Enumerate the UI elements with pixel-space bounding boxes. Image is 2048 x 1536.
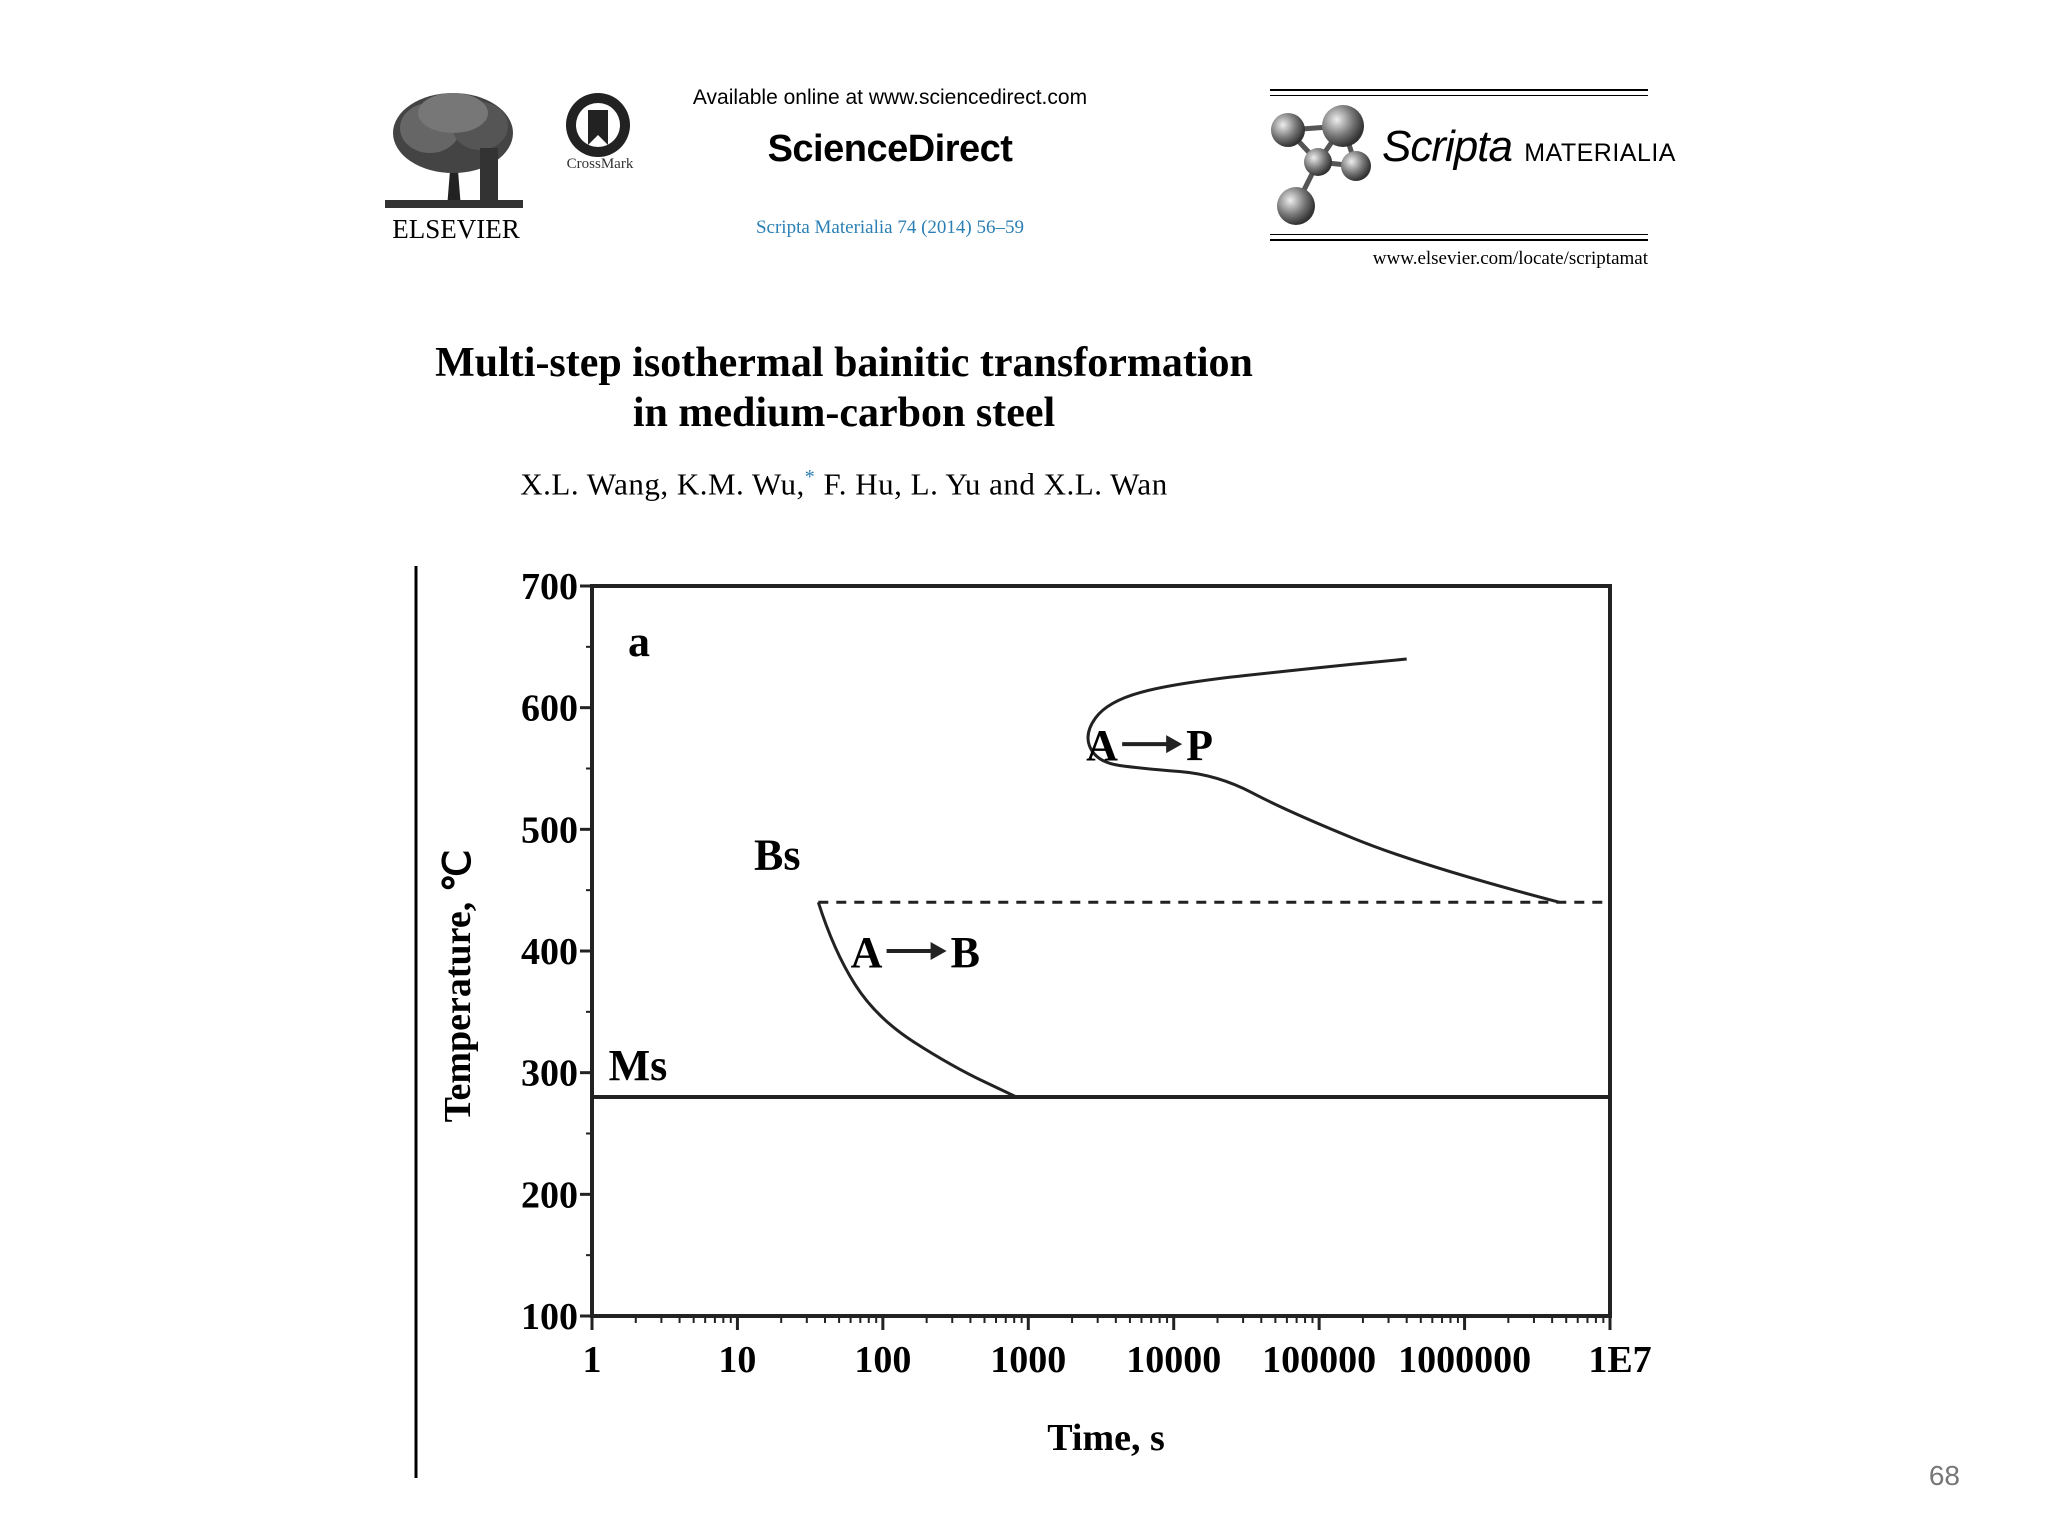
- y-tick-label: 400: [521, 931, 578, 973]
- x-tick-label: 10000: [1126, 1339, 1222, 1381]
- sciencedirect-wordmark: ScienceDirect: [767, 128, 1013, 170]
- x-tick-label: 10: [718, 1339, 757, 1381]
- annotation-label: B: [950, 928, 980, 977]
- x-tick-label: 1000000: [1398, 1339, 1532, 1381]
- plot-frame: [592, 586, 1610, 1316]
- authors-first: X.L. Wang, K.M. Wu,: [520, 466, 805, 502]
- authors-rest: F. Hu, L. Yu and X.L. Wan: [815, 466, 1168, 502]
- annotation-label: Ms: [608, 1041, 668, 1091]
- journal-name-caps: MATERIALIA: [1524, 139, 1676, 167]
- y-tick-label: 300: [521, 1052, 578, 1095]
- available-online-text: Available online at www.sciencedirect.com: [692, 86, 1088, 109]
- journal-url-link[interactable]: www.elsevier.com/locate/scriptamat: [1372, 248, 1648, 269]
- y-tick-label: 200: [521, 1174, 578, 1217]
- x-tick-label: 100000: [1262, 1339, 1377, 1381]
- crossmark-label: CrossMark: [566, 156, 634, 172]
- series-line-1: [818, 902, 1016, 1097]
- annotation-label: Bs: [753, 830, 801, 880]
- x-tick-label: 100: [854, 1339, 912, 1381]
- corresponding-author-mark[interactable]: *: [804, 466, 816, 488]
- citation-link[interactable]: Scripta Materialia 74 (2014) 56–59: [755, 217, 1025, 238]
- panel-label: a: [628, 617, 650, 666]
- x-tick-label: 1000: [990, 1339, 1067, 1381]
- annotation-arrow-head: [1166, 735, 1182, 753]
- y-axis-title: Temperature, ℃: [437, 849, 479, 1123]
- paper-title-line-2: in medium-carbon steel: [632, 390, 1056, 436]
- journal-name-italic: Scripta: [1382, 122, 1512, 171]
- annotation-arrow-head: [931, 942, 947, 960]
- x-tick-label: 1: [582, 1339, 602, 1381]
- annotation-label: A: [1086, 721, 1118, 771]
- annotation-label: P: [1186, 721, 1214, 771]
- slide-page-number: 68: [1928, 1460, 1960, 1491]
- annotation-label: A: [850, 928, 883, 977]
- paper-title-line-1: Multi-step isothermal bainitic transformation: [435, 340, 1253, 386]
- y-tick-label: 100: [521, 1296, 578, 1338]
- y-tick-label: 700: [521, 566, 578, 608]
- x-tick-label: 1E7: [1588, 1339, 1652, 1381]
- y-tick-label: 600: [521, 687, 578, 730]
- series-line-0: [1088, 659, 1560, 902]
- x-axis-title: Time, s: [1047, 1417, 1165, 1459]
- publisher-name: ELSEVIER: [392, 214, 520, 244]
- y-tick-label: 500: [521, 809, 578, 852]
